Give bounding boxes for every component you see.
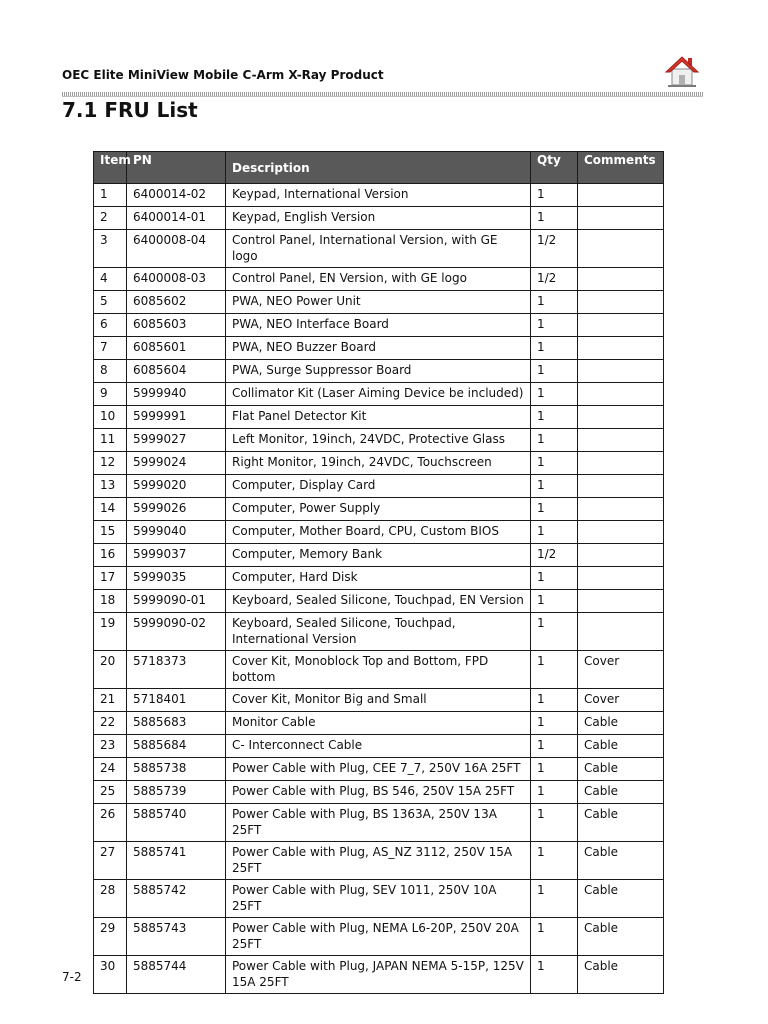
cell-item: 4 — [94, 268, 127, 291]
table-row — [94, 651, 664, 689]
cell-item: 22 — [94, 712, 127, 735]
table-row — [94, 383, 664, 406]
column-header-item: Item — [94, 152, 127, 184]
cell-item: 9 — [94, 383, 127, 406]
cell-comments — [578, 613, 664, 651]
cell-pn: 6085601 — [127, 337, 226, 360]
cell-qty: 1 — [531, 880, 578, 918]
cell-item: 28 — [94, 880, 127, 918]
cell-comments — [578, 590, 664, 613]
cell-qty: 1/2 — [531, 544, 578, 567]
cell-item: 21 — [94, 689, 127, 712]
cell-qty: 1 — [531, 314, 578, 337]
cell-pn: 5999027 — [127, 429, 226, 452]
cell-comments — [578, 452, 664, 475]
table-row — [94, 230, 664, 268]
cell-description: PWA, NEO Buzzer Board — [226, 337, 531, 360]
column-header-description: Description — [226, 152, 531, 184]
cell-description: Keypad, English Version — [226, 207, 531, 230]
cell-comments — [578, 567, 664, 590]
cell-pn: 5885742 — [127, 880, 226, 918]
cell-item: 26 — [94, 804, 127, 842]
cell-pn: 5999037 — [127, 544, 226, 567]
cell-comments: Cable — [578, 842, 664, 880]
cell-description: Computer, Hard Disk — [226, 567, 531, 590]
cell-pn: 5999026 — [127, 498, 226, 521]
table-row — [94, 804, 664, 842]
cell-pn: 5885684 — [127, 735, 226, 758]
cell-description: Keyboard, Sealed Silicone, Touchpad, EN Version — [226, 590, 531, 613]
column-header-qty: Qty — [531, 152, 578, 184]
cell-qty: 1 — [531, 712, 578, 735]
cell-item: 27 — [94, 842, 127, 880]
cell-comments — [578, 544, 664, 567]
cell-qty: 1 — [531, 689, 578, 712]
cell-qty: 1 — [531, 735, 578, 758]
cell-comments — [578, 314, 664, 337]
cell-comments: Cable — [578, 918, 664, 956]
table-row — [94, 956, 664, 994]
table-row — [94, 880, 664, 918]
cell-description: Computer, Mother Board, CPU, Custom BIOS — [226, 521, 531, 544]
cell-description: Computer, Power Supply — [226, 498, 531, 521]
cell-qty: 1 — [531, 521, 578, 544]
cell-item: 6 — [94, 314, 127, 337]
cell-qty: 1 — [531, 918, 578, 956]
cell-comments — [578, 406, 664, 429]
cell-comments: Cover — [578, 689, 664, 712]
cell-pn: 5885743 — [127, 918, 226, 956]
cell-description: Cover Kit, Monoblock Top and Bottom, FPD bottom — [226, 651, 531, 689]
cell-comments — [578, 383, 664, 406]
fru-table-body — [94, 184, 664, 994]
cell-item: 8 — [94, 360, 127, 383]
table-row — [94, 360, 664, 383]
cell-comments — [578, 475, 664, 498]
table-row — [94, 314, 664, 337]
cell-item: 7 — [94, 337, 127, 360]
cell-description: Collimator Kit (Laser Aiming Device be included) — [226, 383, 531, 406]
cell-qty: 1 — [531, 383, 578, 406]
cell-description: C- Interconnect Cable — [226, 735, 531, 758]
cell-description: Right Monitor, 19inch, 24VDC, Touchscreen — [226, 452, 531, 475]
table-row — [94, 429, 664, 452]
cell-item: 29 — [94, 918, 127, 956]
table-row — [94, 475, 664, 498]
cell-pn: 5999020 — [127, 475, 226, 498]
cell-qty: 1 — [531, 842, 578, 880]
cell-description: Control Panel, International Version, with GE logo — [226, 230, 531, 268]
cell-comments: Cable — [578, 880, 664, 918]
cell-description: Power Cable with Plug, SEV 1011, 250V 10A 25FT — [226, 880, 531, 918]
cell-pn: 5999991 — [127, 406, 226, 429]
cell-description: PWA, NEO Power Unit — [226, 291, 531, 314]
cell-description: Cover Kit, Monitor Big and Small — [226, 689, 531, 712]
cell-item: 23 — [94, 735, 127, 758]
cell-comments: Cable — [578, 758, 664, 781]
cell-comments — [578, 207, 664, 230]
cell-comments — [578, 337, 664, 360]
cell-comments: Cable — [578, 735, 664, 758]
cell-item: 18 — [94, 590, 127, 613]
table-row — [94, 291, 664, 314]
cell-qty: 1 — [531, 781, 578, 804]
column-header-comments: Comments — [578, 152, 664, 184]
cell-pn: 5999040 — [127, 521, 226, 544]
cell-description: Power Cable with Plug, CEE 7_7, 250V 16A 25FT — [226, 758, 531, 781]
cell-qty: 1 — [531, 360, 578, 383]
cell-item: 30 — [94, 956, 127, 994]
cell-qty: 1 — [531, 804, 578, 842]
cell-comments — [578, 360, 664, 383]
cell-comments: Cable — [578, 781, 664, 804]
table-row — [94, 544, 664, 567]
cell-qty: 1 — [531, 207, 578, 230]
cell-description: Power Cable with Plug, NEMA L6-20P, 250V 20A 25FT — [226, 918, 531, 956]
cell-qty: 1 — [531, 956, 578, 994]
cell-qty: 1 — [531, 590, 578, 613]
table-row — [94, 498, 664, 521]
table-row — [94, 268, 664, 291]
table-row — [94, 758, 664, 781]
cell-description: Keypad, International Version — [226, 184, 531, 207]
cell-qty: 1 — [531, 651, 578, 689]
cell-item: 20 — [94, 651, 127, 689]
cell-pn: 6085603 — [127, 314, 226, 337]
cell-qty: 1 — [531, 337, 578, 360]
cell-item: 11 — [94, 429, 127, 452]
cell-pn: 5718401 — [127, 689, 226, 712]
cell-item: 12 — [94, 452, 127, 475]
table-row — [94, 521, 664, 544]
cell-qty: 1 — [531, 498, 578, 521]
cell-pn: 5885739 — [127, 781, 226, 804]
column-header-pn: PN — [127, 152, 226, 184]
cell-pn: 5885683 — [127, 712, 226, 735]
cell-item: 3 — [94, 230, 127, 268]
cell-item: 14 — [94, 498, 127, 521]
cell-qty: 1 — [531, 758, 578, 781]
cell-pn: 5718373 — [127, 651, 226, 689]
cell-item: 1 — [94, 184, 127, 207]
cell-qty: 1 — [531, 291, 578, 314]
cell-qty: 1 — [531, 567, 578, 590]
cell-comments — [578, 291, 664, 314]
cell-qty: 1/2 — [531, 230, 578, 268]
home-icon[interactable] — [664, 54, 700, 88]
cell-description: Control Panel, EN Version, with GE logo — [226, 268, 531, 291]
table-row — [94, 337, 664, 360]
fru-table — [93, 151, 664, 994]
cell-item: 5 — [94, 291, 127, 314]
cell-description: Power Cable with Plug, BS 546, 250V 15A 25FT — [226, 781, 531, 804]
cell-description: Monitor Cable — [226, 712, 531, 735]
cell-qty: 1 — [531, 452, 578, 475]
cell-pn: 6400008-04 — [127, 230, 226, 268]
cell-item: 13 — [94, 475, 127, 498]
cell-item: 10 — [94, 406, 127, 429]
table-header-row — [94, 152, 664, 184]
cell-pn: 5999090-01 — [127, 590, 226, 613]
cell-comments — [578, 429, 664, 452]
cell-comments — [578, 230, 664, 268]
cell-pn: 5999090-02 — [127, 613, 226, 651]
cell-qty: 1/2 — [531, 268, 578, 291]
cell-comments: Cable — [578, 956, 664, 994]
page-number: 7-2 — [62, 970, 82, 984]
cell-description: Computer, Memory Bank — [226, 544, 531, 567]
cell-comments — [578, 268, 664, 291]
header-rule-line — [62, 96, 703, 97]
cell-item: 19 — [94, 613, 127, 651]
cell-pn: 6400008-03 — [127, 268, 226, 291]
cell-pn: 6400014-01 — [127, 207, 226, 230]
table-row — [94, 613, 664, 651]
cell-description: Left Monitor, 19inch, 24VDC, Protective Glass — [226, 429, 531, 452]
table-row — [94, 712, 664, 735]
cell-description: Power Cable with Plug, BS 1363A, 250V 13A 25FT — [226, 804, 531, 842]
table-row — [94, 452, 664, 475]
cell-item: 25 — [94, 781, 127, 804]
cell-qty: 1 — [531, 184, 578, 207]
cell-comments: Cable — [578, 804, 664, 842]
cell-pn: 5885741 — [127, 842, 226, 880]
table-row — [94, 689, 664, 712]
cell-pn: 5885738 — [127, 758, 226, 781]
cell-qty: 1 — [531, 475, 578, 498]
document-header-title: OEC Elite MiniView Mobile C-Arm X-Ray Product — [62, 68, 384, 82]
table-row — [94, 842, 664, 880]
cell-pn: 6085604 — [127, 360, 226, 383]
cell-item: 16 — [94, 544, 127, 567]
table-row — [94, 184, 664, 207]
cell-description: Power Cable with Plug, AS_NZ 3112, 250V 15A 25FT — [226, 842, 531, 880]
cell-description: Computer, Display Card — [226, 475, 531, 498]
cell-pn: 5999035 — [127, 567, 226, 590]
cell-description: Keyboard, Sealed Silicone, Touchpad, International Version — [226, 613, 531, 651]
cell-comments — [578, 184, 664, 207]
cell-qty: 1 — [531, 429, 578, 452]
cell-qty: 1 — [531, 406, 578, 429]
cell-pn: 5999940 — [127, 383, 226, 406]
cell-item: 15 — [94, 521, 127, 544]
cell-description: Flat Panel Detector Kit — [226, 406, 531, 429]
table-row — [94, 207, 664, 230]
section-title: 7.1 FRU List — [62, 98, 198, 122]
cell-pn: 6085602 — [127, 291, 226, 314]
table-row — [94, 918, 664, 956]
cell-description: PWA, Surge Suppressor Board — [226, 360, 531, 383]
cell-pn: 5885740 — [127, 804, 226, 842]
cell-qty: 1 — [531, 613, 578, 651]
cell-comments: Cover — [578, 651, 664, 689]
table-row — [94, 590, 664, 613]
cell-item: 24 — [94, 758, 127, 781]
cell-pn: 6400014-02 — [127, 184, 226, 207]
cell-comments — [578, 498, 664, 521]
table-row — [94, 406, 664, 429]
cell-description: PWA, NEO Interface Board — [226, 314, 531, 337]
table-row — [94, 735, 664, 758]
table-row — [94, 781, 664, 804]
cell-pn: 5885744 — [127, 956, 226, 994]
cell-pn: 5999024 — [127, 452, 226, 475]
cell-item: 2 — [94, 207, 127, 230]
cell-description: Power Cable with Plug, JAPAN NEMA 5-15P, 125V 15A 25FT — [226, 956, 531, 994]
table-row — [94, 567, 664, 590]
cell-item: 17 — [94, 567, 127, 590]
cell-comments — [578, 521, 664, 544]
cell-comments: Cable — [578, 712, 664, 735]
